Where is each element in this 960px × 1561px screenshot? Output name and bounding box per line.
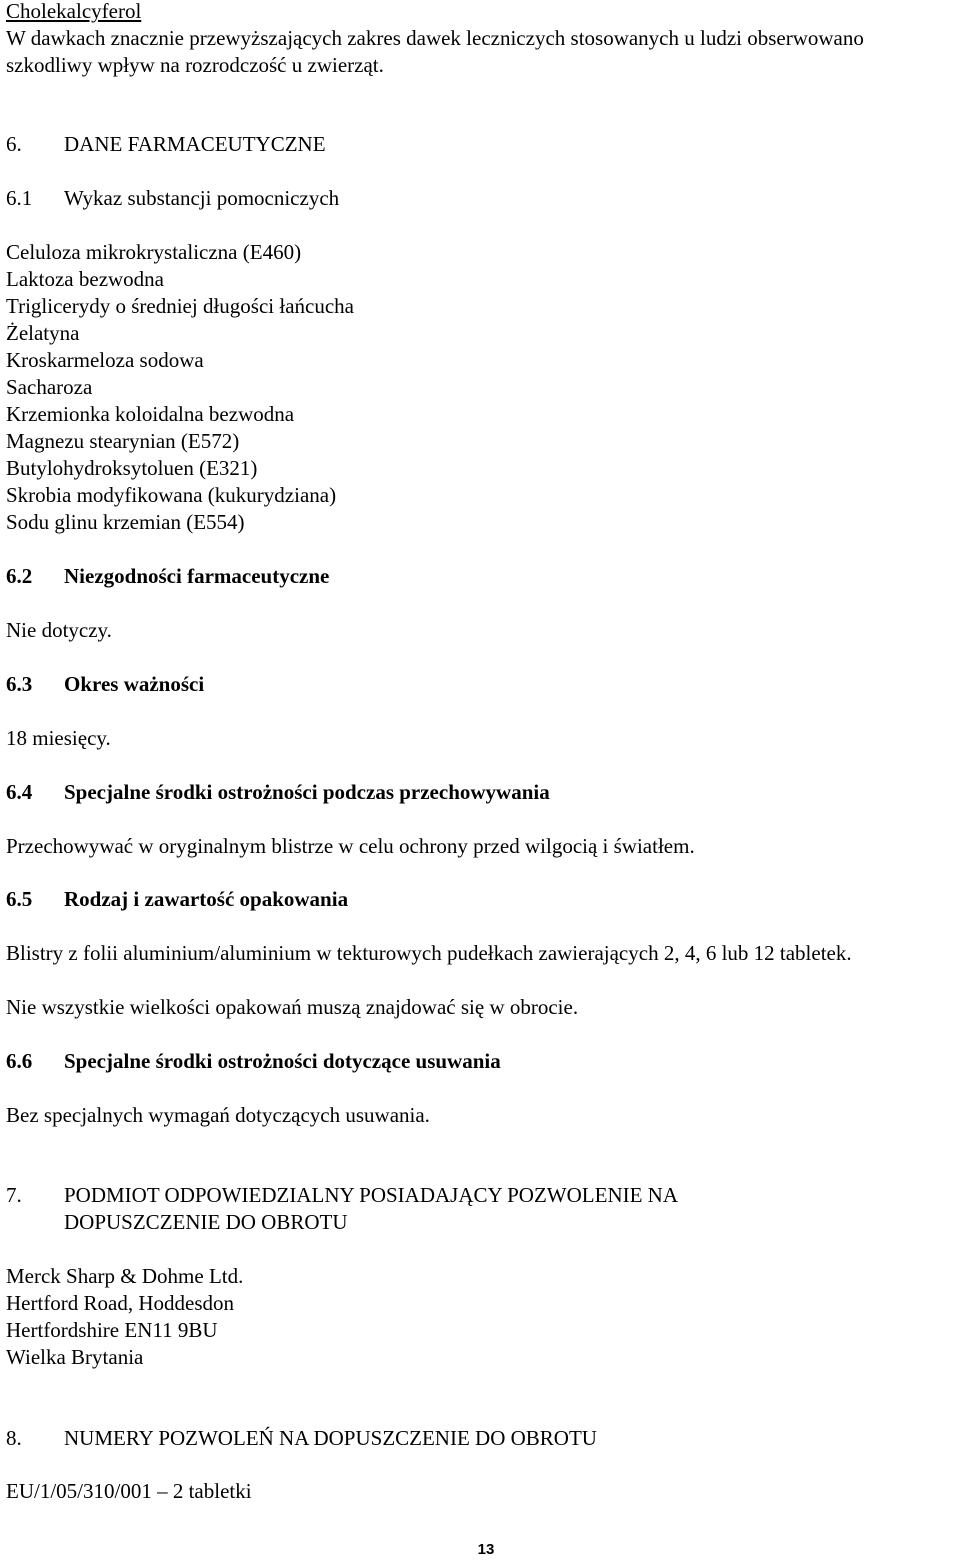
section-6-title: DANE FARMACEUTYCZNE	[64, 132, 326, 156]
section-6-5-text-1: Blistry z folii aluminium/aluminium w tekturowych pudełkach zawierających 2, 4, 6 lub 12 tabletek.	[6, 941, 852, 965]
intro-line-1: W dawkach znacznie przewyższających zakres dawek leczniczych stosowanych u ludzi obserwowano	[6, 26, 864, 50]
section-8-number: 8.	[6, 1426, 22, 1450]
section-8-text: EU/1/05/310/001 – 2 tabletki	[6, 1479, 252, 1503]
address-line: Wielka Brytania	[6, 1345, 144, 1369]
section-6-number: 6.	[6, 132, 22, 156]
section-7-title-line-1: PODMIOT ODPOWIEDZIALNY POSIADAJĄCY POZWOLENIE NA	[64, 1183, 679, 1207]
section-6-4-title: Specjalne środki ostrożności podczas przechowywania	[64, 780, 550, 804]
page-number: 13	[477, 1541, 495, 1558]
address-line: Hertford Road, Hoddesdon	[6, 1291, 235, 1315]
intro-line-2: szkodliwy wpływ na rozrodczość u zwierząt.	[6, 53, 384, 77]
section-6-1-title: Wykaz substancji pomocniczych	[64, 186, 340, 210]
section-6-2-title: Niezgodności farmaceutyczne	[64, 564, 330, 588]
excipient-item: Sacharoza	[6, 375, 93, 399]
excipient-item: Triglicerydy o średniej długości łańcucha	[6, 294, 354, 318]
section-7-title-line-2: DOPUSZCZENIE DO OBROTU	[64, 1210, 348, 1234]
section-6-3-number: 6.3	[6, 672, 33, 696]
excipient-item: Skrobia modyfikowana (kukurydziana)	[6, 483, 337, 507]
excipient-item: Żelatyna	[6, 321, 80, 345]
excipient-item: Kroskarmeloza sodowa	[6, 348, 204, 372]
section-6-5-text-2: Nie wszystkie wielkości opakowań muszą znajdować się w obrocie.	[6, 995, 579, 1019]
section-6-5-number: 6.5	[6, 887, 33, 911]
section-6-4-text: Przechowywać w oryginalnym blistrze w celu ochrony przed wilgocią i światłem.	[6, 834, 695, 858]
section-6-3-title: Okres ważności	[64, 672, 205, 696]
section-6-6-text: Bez specjalnych wymagań dotyczących usuwania.	[6, 1103, 430, 1127]
excipient-item: Magnezu stearynian (E572)	[6, 429, 240, 453]
excipient-item: Celuloza mikrokrystaliczna (E460)	[6, 240, 302, 264]
address-line: Merck Sharp & Dohme Ltd.	[6, 1264, 244, 1288]
excipient-item: Laktoza bezwodna	[6, 267, 165, 291]
section-6-2-text: Nie dotyczy.	[6, 618, 112, 642]
section-6-3-text: 18 miesięcy.	[6, 726, 111, 750]
section-6-6-number: 6.6	[6, 1049, 33, 1073]
section-6-6-title: Specjalne środki ostrożności dotyczące usuwania	[64, 1049, 501, 1073]
address-line: Hertfordshire EN11 9BU	[6, 1318, 218, 1342]
section-6-4-number: 6.4	[6, 780, 33, 804]
section-7-number: 7.	[6, 1183, 22, 1207]
section-6-5-title: Rodzaj i zawartość opakowania	[64, 887, 349, 911]
section-6-1-number: 6.1	[6, 186, 33, 210]
excipient-item: Krzemionka koloidalna bezwodna	[6, 402, 295, 426]
excipient-item: Sodu glinu krzemian (E554)	[6, 510, 245, 534]
substance-title: Cholekalcyferol	[6, 0, 142, 23]
section-8-title: NUMERY POZWOLEŃ NA DOPUSZCZENIE DO OBROTU	[64, 1426, 597, 1450]
section-6-2-number: 6.2	[6, 564, 33, 588]
excipient-item: Butylohydroksytoluen (E321)	[6, 456, 258, 480]
